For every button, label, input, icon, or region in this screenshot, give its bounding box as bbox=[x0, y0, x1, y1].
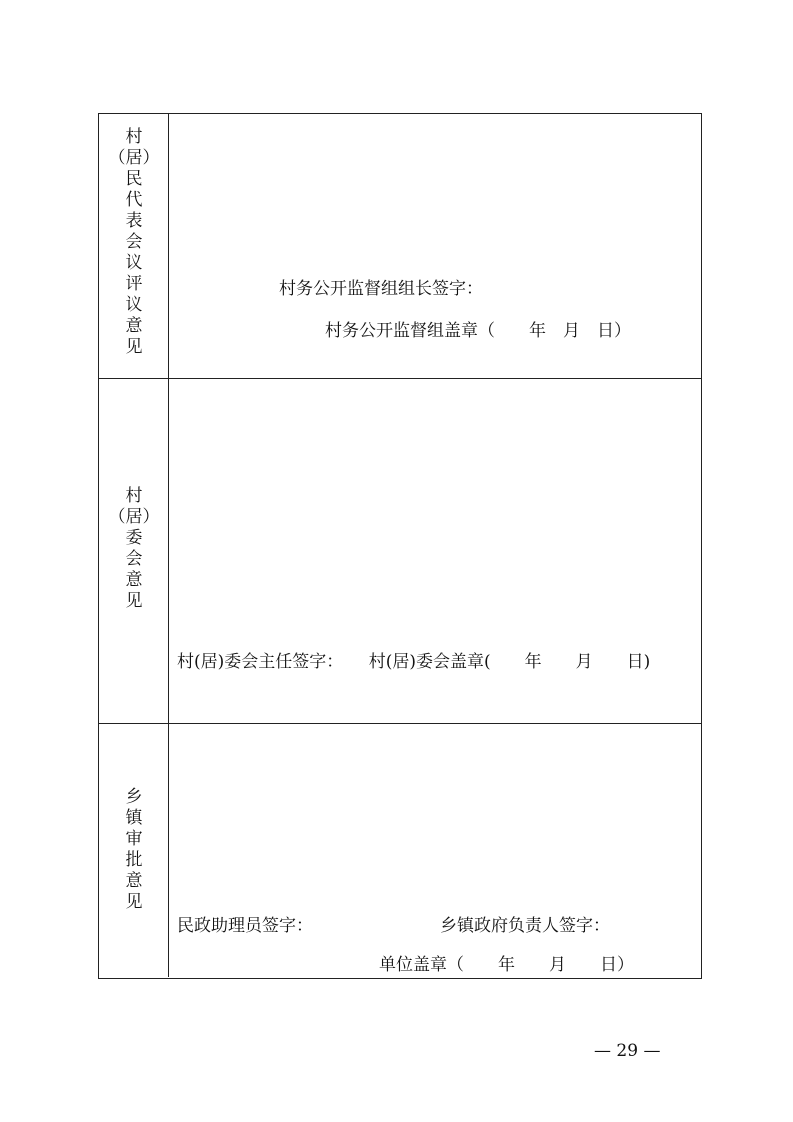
township-label-cell bbox=[99, 724, 169, 977]
township-row bbox=[99, 724, 701, 977]
committee-label-cell bbox=[99, 379, 169, 723]
supervision-leader-signature-line: 村务公开监督组组长签字： bbox=[279, 279, 483, 299]
township-head-signature: 乡镇政府负责人签字： bbox=[440, 916, 610, 936]
supervision-seal-line: 村务公开监督组盖章（ 年 月 日） bbox=[325, 321, 631, 341]
committee-signature-seal-line: 村(居)委会主任签字： 村(居)委会盖章( 年 月 日) bbox=[177, 652, 651, 672]
village-rep-content-cell bbox=[169, 114, 701, 378]
committee-row bbox=[99, 379, 701, 724]
township-label: 乡 镇 审 批 意 见 bbox=[125, 787, 143, 912]
civil-affairs-clerk-signature: 民政助理员签字： bbox=[177, 916, 313, 936]
approval-form-table bbox=[98, 113, 702, 979]
page-number: — 29 — bbox=[594, 1041, 661, 1061]
village-rep-label: 村 （居） 民 代 表 会 议 评 议 意 见 bbox=[108, 127, 160, 357]
village-rep-row bbox=[99, 114, 701, 379]
committee-label: 村 （居） 委 会 意 见 bbox=[108, 486, 160, 611]
village-rep-label-cell bbox=[99, 114, 169, 378]
township-content-cell bbox=[169, 724, 701, 977]
committee-content-cell bbox=[169, 379, 701, 723]
unit-seal-line: 单位盖章（ 年 月 日） bbox=[379, 955, 634, 975]
